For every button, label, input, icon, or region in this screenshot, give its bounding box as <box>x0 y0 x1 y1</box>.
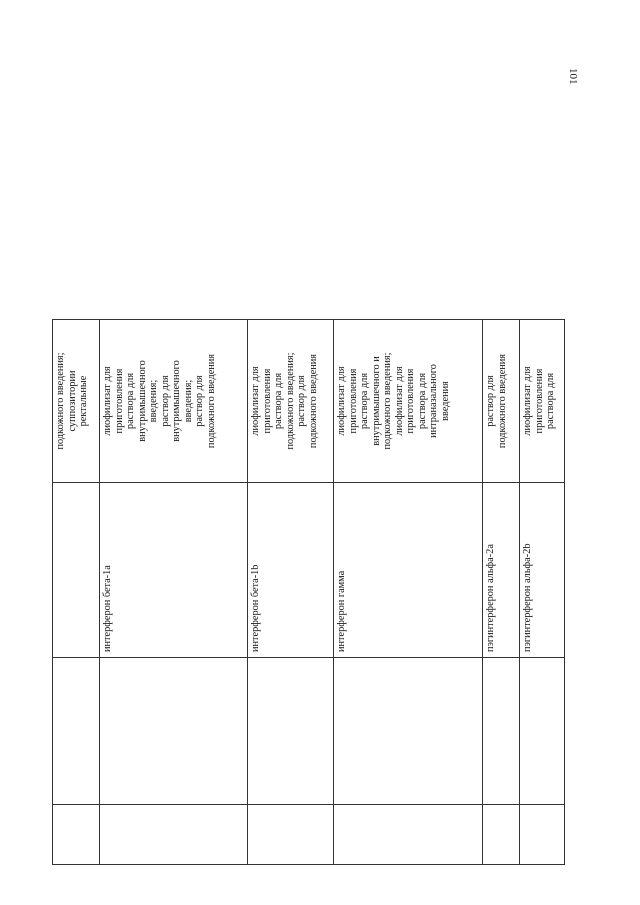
table-row <box>53 320 100 865</box>
table-wrapper <box>52 320 564 865</box>
dosage-form-cell <box>334 320 483 483</box>
dosage-form-line: приготовления <box>347 368 359 434</box>
dosage-form-cell <box>248 320 334 483</box>
dosage-form-line: раствора для <box>416 372 428 430</box>
group-cell <box>100 658 248 805</box>
code-cell <box>483 805 520 865</box>
dosage-form-line: раствор для <box>296 375 307 427</box>
dosage-form-line: приготовления <box>533 368 545 434</box>
group-cell <box>248 658 334 805</box>
dosage-form-line: введения; <box>148 379 159 423</box>
dosage-form-line: лиофилизат для <box>250 366 261 436</box>
dosage-form-line: лиофилизат для <box>102 366 113 436</box>
dosage-form-cell <box>100 320 248 483</box>
table-row <box>483 320 520 865</box>
group-cell <box>520 658 565 805</box>
dosage-form-cell <box>53 320 100 483</box>
group-cell <box>334 658 483 805</box>
drug-name-cell <box>53 483 100 658</box>
dosage-form-line: подкожного введения <box>496 353 508 449</box>
drug-table <box>52 319 565 865</box>
drug-name-cell: интерферон бета-1a <box>100 483 248 658</box>
dosage-form-line: подкожного введения; <box>55 352 66 450</box>
code-cell <box>53 805 100 865</box>
dosage-form-line: внутримышечного <box>136 360 148 442</box>
dosage-form-line: подкожного введения <box>307 353 319 449</box>
dosage-form-line: подкожного введения; <box>284 352 296 450</box>
dosage-form-line: ректальные <box>78 375 89 427</box>
dosage-form-line: суппозитории <box>66 370 78 432</box>
dosage-form-cell <box>483 320 520 483</box>
dosage-form-line: приготовления <box>405 368 416 434</box>
dosage-form-line: подкожного введения <box>205 353 217 449</box>
group-cell <box>53 658 100 805</box>
drug-name-cell: интерферон гамма <box>334 483 483 658</box>
dosage-form-cell <box>520 320 565 483</box>
dosage-form-line: приготовления <box>113 368 125 434</box>
dosage-form-line: раствора для <box>545 372 556 430</box>
dosage-form-line: раствор для <box>194 375 205 427</box>
page-number: 101 <box>567 67 579 85</box>
dosage-form-line: раствора для <box>273 372 284 430</box>
group-cell <box>483 658 520 805</box>
rotated-table <box>52 320 564 865</box>
dosage-form-line: введения; <box>182 379 194 423</box>
code-cell <box>100 805 248 865</box>
dosage-form-line: введения <box>439 381 451 421</box>
table-row <box>248 320 334 865</box>
dosage-form-line: приготовления <box>261 368 273 434</box>
dosage-form-line: раствор для <box>485 375 496 427</box>
drug-name-cell: интерферон бета-1b <box>248 483 334 658</box>
dosage-form-line: лиофилизат для <box>336 366 347 436</box>
dosage-form-line: внутримышечного и <box>370 356 382 446</box>
code-cell <box>248 805 334 865</box>
dosage-form-line: лиофилизат для <box>393 366 405 436</box>
table-row <box>334 320 483 865</box>
code-cell <box>334 805 483 865</box>
table-row <box>520 320 565 865</box>
dosage-form-line: внутримышечного <box>171 360 182 442</box>
dosage-form-line: раствор для <box>159 375 171 427</box>
dosage-form-line: лиофилизат для <box>522 366 533 436</box>
dosage-form-line: подкожного введения; <box>382 352 393 450</box>
drug-name-cell: пэгинтерферон альфа-2b <box>520 483 565 658</box>
dosage-form-line: интраназального <box>428 364 439 438</box>
dosage-form-line: раствора для <box>125 372 136 430</box>
code-cell <box>520 805 565 865</box>
dosage-form-line: раствора для <box>359 372 370 430</box>
drug-name-cell: пэгинтерферон альфа-2a <box>483 483 520 658</box>
table-row <box>100 320 248 865</box>
